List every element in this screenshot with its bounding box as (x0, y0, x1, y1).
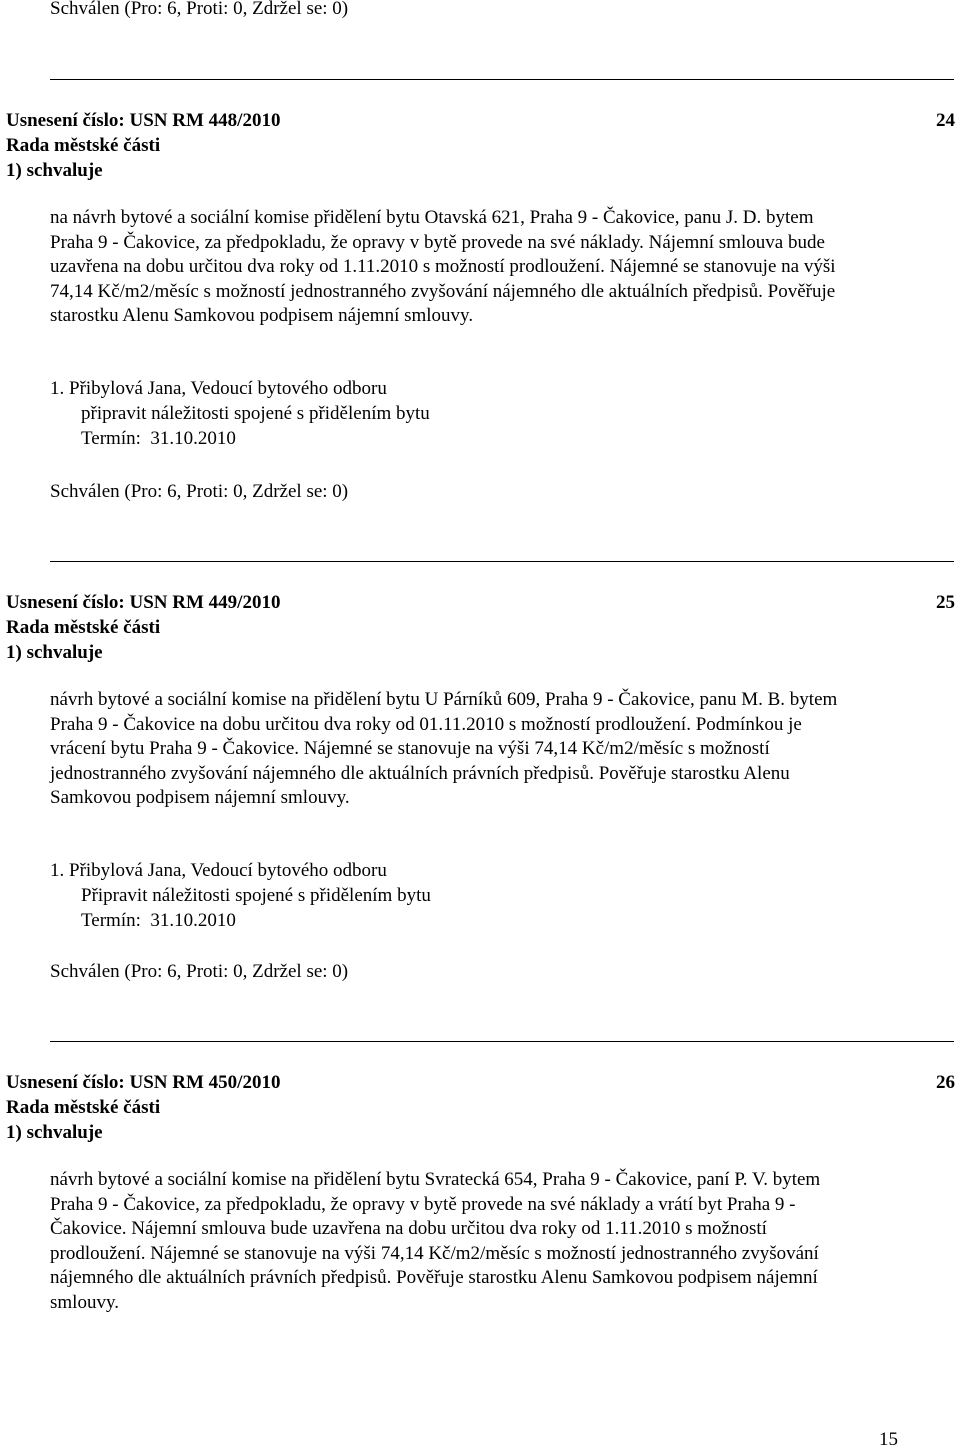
resolution-heading: Usnesení číslo: USN RM 450/2010 (6, 1072, 281, 1093)
council-label: Rada městské části (6, 135, 161, 156)
council-label: Rada městské části (6, 617, 161, 638)
text-line: Praha 9 - Čakovice, za předpokladu, že opravy v bytě provede na své náklady a vrátí byt Praha 9 - (50, 1193, 796, 1215)
action-label: 1) schvaluje (6, 1122, 103, 1143)
action-label: 1) schvaluje (6, 160, 103, 181)
text-line: Samkovou podpisem nájemní smlouvy. (50, 787, 350, 808)
top-vote-result: Schválen (Pro: 6, Proti: 0, Zdržel se: 0) (50, 0, 349, 19)
council-label: Rada městské části (6, 1097, 161, 1118)
task-description: Připravit náležitosti spojené s přidělením bytu (81, 885, 431, 906)
text-line: uzavřena na dobu určitou dva roky od 1.11.2010 s možností prodloužení. Nájemné se stanovuje na výši (50, 256, 836, 277)
task-assignee: 1. Přibylová Jana, Vedoucí bytového odboru (50, 860, 387, 881)
task-description: připravit náležitosti spojené s přidělením bytu (81, 403, 430, 424)
text-line: jednostranného zvyšování nájemného dle aktuálních právních předpisů. Pověřuje starostku Alenu (50, 762, 790, 784)
text-line: Praha 9 - Čakovice, za předpokladu, že opravy v bytě provede na své náklady. Nájemní smlouva bude (50, 231, 825, 253)
item-number: 25 (936, 592, 955, 613)
page-number: 15 (879, 1429, 898, 1450)
text-line: smlouvy. (50, 1291, 119, 1313)
text-line: na návrh bytové a sociální komise přidělení bytu Otavská 621, Praha 9 - Čakovice, panu J. D. bytem (50, 207, 814, 228)
text-line: nájemného dle aktuálních právních předpisů. Pověřuje starostku Alenu Samkovou podpisem nájemní (50, 1267, 818, 1288)
text-line: vrácení bytu Praha 9 - Čakovice. Nájemné se stanovuje na výši 74,14 Kč/m2/měsíc s možností (50, 738, 770, 759)
text-line: návrh bytové a sociální komise na přidělení bytu U Párníků 609, Praha 9 - Čakovice, panu M. B. bytem (50, 689, 838, 710)
vote-result: Schválen (Pro: 6, Proti: 0, Zdržel se: 0) (50, 481, 349, 502)
text-line: starostku Alenu Samkovou podpisem nájemní smlouvy. (50, 305, 474, 326)
resolution-text (50, 1168, 955, 1315)
item-number: 26 (936, 1072, 955, 1093)
task-deadline: Termín: 31.10.2010 (81, 910, 236, 931)
item-number: 24 (936, 110, 955, 131)
task-assignee: 1. Přibylová Jana, Vedoucí bytového odboru (50, 378, 387, 399)
section-divider (50, 1041, 954, 1042)
section-divider (50, 561, 954, 562)
text-line: 74,14 Kč/m2/měsíc s možností jednostranného zvyšování nájemného dle aktuálních předpisů. Pověřuje (50, 280, 836, 302)
section-divider (50, 79, 954, 80)
resolution-heading: Usnesení číslo: USN RM 448/2010 (6, 110, 281, 131)
task-deadline: Termín: 31.10.2010 (81, 428, 236, 449)
text-line: Praha 9 - Čakovice na dobu určitou dva roky od 01.11.2010 s možností prodloužení. Podmínkou je (50, 713, 802, 735)
action-label: 1) schvaluje (6, 642, 103, 663)
resolution-text (50, 206, 955, 329)
resolution-heading: Usnesení číslo: USN RM 449/2010 (6, 592, 281, 613)
resolution-text (50, 688, 955, 811)
text-line: prodloužení. Nájemné se stanovuje na výši 74,14 Kč/m2/měsíc s možností jednostranného zvyšování (50, 1242, 819, 1264)
text-line: návrh bytové a sociální komise na přidělení bytu Svratecká 654, Praha 9 - Čakovice, paní P. V. bytem (50, 1169, 821, 1190)
text-line: Čakovice. Nájemní smlouva bude uzavřena na dobu určitou dva roky od 1.11.2010 s možností (50, 1218, 767, 1239)
vote-result: Schválen (Pro: 6, Proti: 0, Zdržel se: 0) (50, 961, 349, 982)
